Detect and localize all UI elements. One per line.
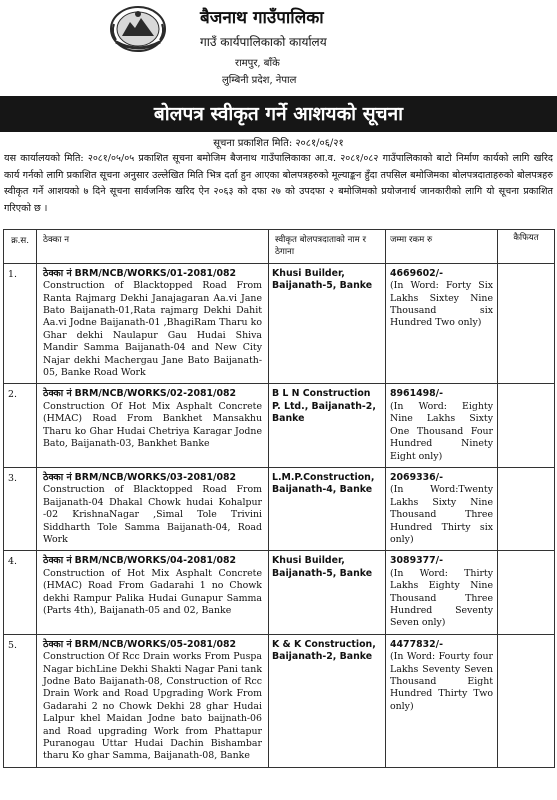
row-amount-cell [386, 384, 498, 467]
row-remarks [498, 263, 555, 384]
row-contractor: L.M.P.Construction, Baijanath-4, Banke [269, 467, 386, 550]
awarded-bids-table [3, 229, 555, 768]
amount-value: 4477832/- [390, 638, 443, 650]
table-row [4, 634, 555, 767]
row-sn: 1. [4, 263, 37, 384]
notice-header [0, 0, 557, 92]
contract-number: BRM/NCB/WORKS/04-2081/082 [74, 555, 237, 567]
row-contractor: K & K Construction, Baijanath-2, Banke [269, 634, 386, 767]
row-contractor: B L N Construction P. Ltd., Baijanath-2, Banke [269, 384, 386, 467]
header-amount: जम्मा रकम रु [386, 230, 498, 264]
row-amount-cell [386, 634, 498, 767]
header-contract: ठेक्का न [37, 230, 269, 264]
amount-in-words: (In Word: Thirty Lakhs Eighty Nine Thousand Three Hundred Seventy Seven only) [390, 567, 493, 629]
row-remarks [498, 551, 555, 634]
row-remarks [498, 634, 555, 767]
amount-in-words: (In Word: Eighty Nine Lakhs Sixty One Thousand Four Hundred Ninety Eight only) [390, 400, 493, 462]
row-contract-cell [37, 467, 269, 550]
contract-prefix: ठेक्का नं [43, 555, 72, 567]
amount-value: 4669602/- [390, 267, 443, 279]
contract-number: BRM/NCB/WORKS/02-2081/082 [74, 388, 237, 400]
row-contractor: Khusi Builder, Baijanath-5, Banke [269, 263, 386, 384]
row-amount-cell [386, 551, 498, 634]
notice-title-banner: बोलपत्र स्वीकृत गर्ने आशयको सूचना [0, 96, 557, 132]
table-header-row [4, 230, 555, 264]
contract-prefix: ठेक्का नं [43, 388, 72, 400]
contract-description: Construction Of Rcc Drain works From Puspa Nagar bichLine Dekhi Shakti Nagar Pani tank Jodne Bato Baijanath-08, Construction of Rcc Drain Work and Road Upgrading Work From Gadarahi 2 no Chowk Dekhi 28 ghar Hudai Lalpur khel Maidan Jodne bato baijnath-06 and Road upgrading Work from Phattapur Puranogau Uttar Hudai Dachin Bishambar tharu Ko ghar Samma, Baijanath-08, Banke [43, 651, 262, 762]
row-amount-cell [386, 263, 498, 384]
table-row [4, 551, 555, 634]
contract-number: BRM/NCB/WORKS/05-2081/082 [74, 638, 237, 650]
header-sn: क्र.स. [4, 230, 37, 264]
amount-value: 8961498/- [390, 388, 443, 400]
row-contract-cell [37, 384, 269, 467]
published-date: सूचना प्रकाशित मिति: २०८१/०६/२१ [213, 138, 344, 149]
header-contractor: स्वीकृत बोलपत्रदाताको नाम र ठेगाना [269, 230, 386, 264]
row-sn: 3. [4, 467, 37, 550]
amount-in-words: (In Word:Twenty Lakhs Sixty Nine Thousand Three Hundred Thirty six only) [390, 484, 493, 545]
table-row [4, 263, 555, 384]
contract-number: BRM/NCB/WORKS/01-2081/082 [74, 267, 237, 279]
row-sn: 5. [4, 634, 37, 767]
amount-in-words: (In Word: Forty Six Lakhs Sixtey Nine Thousand six Hundred Two only) [390, 280, 493, 329]
contract-description: Construction of Blacktopped Road From Ranta Rajmarg Dekhi Janajagaran Aa.vi Jane Bato Baijanath-01,Rata rajmarg Dekhi Dahit Aa.vi Jodne Baijanath-01 ,BhagiRam Tharu ko Ghar dekhi Naulapur Gau Hudai Shiva Mandir Samma Baijanath-04 and New City Najar dekhi Machergau Jane Bato Baijanath-05, Banke Road Work [43, 280, 262, 379]
office-name: गाउँ कार्यपालिकाको कार्यालय [200, 35, 327, 49]
table-row [4, 467, 555, 550]
nepal-government-emblem-icon [108, 4, 168, 54]
contract-description: Construction of Hot Mix Asphalt Concrete (HMAC) Road From Gadarahi 1 no Chowk dekhi Rampur Palika Hudai Gunapur Samma (Parts 4th), Baijanath-05 and 02, Banke [43, 567, 262, 616]
row-contract-cell [37, 634, 269, 767]
row-amount-cell [386, 467, 498, 550]
contract-description: Construction Of Hot Mix Asphalt Concrete (HMAC) Road From Bankhet Mansakhu Tharu ko Ghar Hudai Chetriya Karagar Jodne Bato, Baijanath-03, Bankhet Banke [43, 400, 262, 450]
row-sn: 2. [4, 384, 37, 467]
contract-prefix: ठेक्का नं [43, 638, 72, 650]
row-remarks [498, 467, 555, 550]
row-contract-cell [37, 551, 269, 634]
amount-value: 3089377/- [390, 555, 443, 567]
row-sn: 4. [4, 551, 37, 634]
notice-intro-paragraph: यस कार्यालयको मिति: २०८१/०५/०५ प्रकाशित सूचना बमोजिम बैजनाथ गाउँपालिकाका आ.व. २०८१/०८२ गाउँपालिकाको बाटो निर्माण कार्यको लागि खरिद कार्य गर्नको लागि प्रकाशित सूचना अनुसार उल्लेखित मिति भित्र दर्ता हुन आएका बोलपत्रहरुको मूल्याङ्कन हुँदा तपसिल बमोजिमका बोलपत्रदाताहरुको बोलपत्रहरु स्वीकृत गर्ने आशयको ७ दिने सूचना सार्वजनिक खरिद ऐन २०६३ को दफा २७ को उपदफा २ बमोजिमको प्रयोजनार्थ जानकारीको लागि यो सूचना प्रकाशित गरिएको छ । [4, 153, 553, 214]
municipality-name: बैजनाथ गाउँपालिका [200, 8, 324, 28]
contract-description: Construction of Blacktopped Road From Baijanath-04 Dhakal Chowk hudai Kohalpur -02 KrishnaNagar ,Simal Tole Trivini Siddharth Tole Samma Baijanath-04, Road Work [43, 484, 262, 545]
amount-value: 2069336/- [390, 471, 443, 483]
contract-number: BRM/NCB/WORKS/03-2081/082 [74, 471, 237, 483]
row-contract-cell [37, 263, 269, 384]
table-row [4, 384, 555, 467]
header-remarks: कैफियत [498, 230, 555, 264]
contract-prefix: ठेक्का नं [43, 267, 72, 279]
row-remarks [498, 384, 555, 467]
amount-in-words: (In Word: Fourty four Lakhs Seventy Seven Thousand Eight Hundred Thirty Two only) [390, 651, 493, 712]
office-address: रामपुर, बाँके [235, 58, 280, 69]
office-province: लुम्बिनी प्रदेश, नेपाल [222, 75, 297, 86]
contract-prefix: ठेक्का नं [43, 471, 72, 483]
row-contractor: Khusi Builder, Baijanath-5, Banke [269, 551, 386, 634]
